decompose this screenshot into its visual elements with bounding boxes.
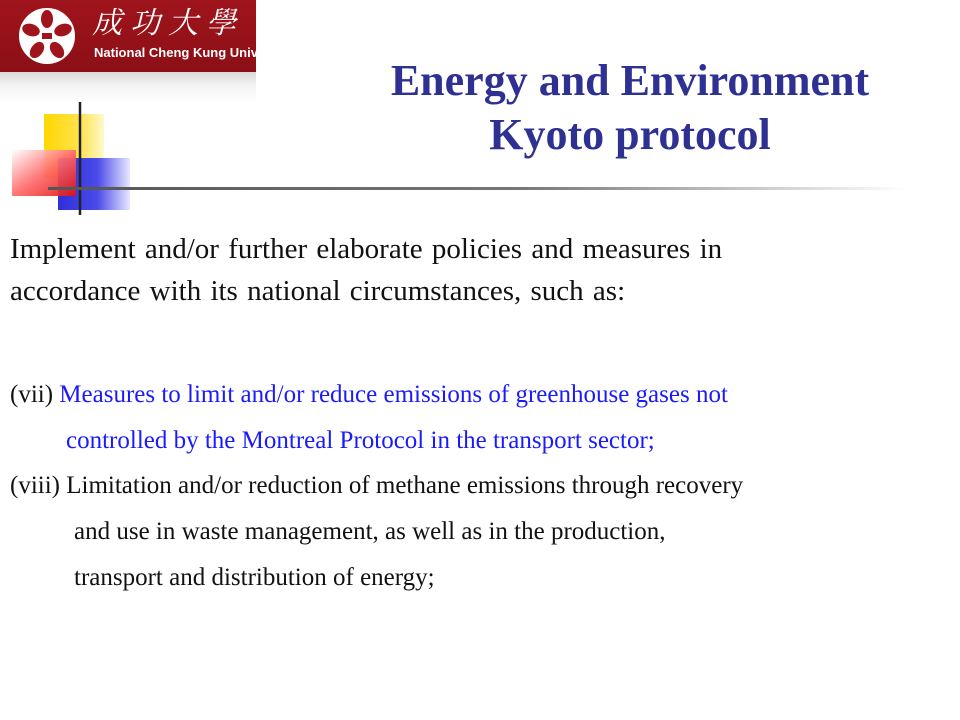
title-line-2: Kyoto protocol <box>489 110 771 159</box>
slide-title <box>300 54 960 162</box>
intro-line-2: accordance with its national circumstances, such as: <box>10 275 626 307</box>
item-viii-line-3: transport and distribution of energy; <box>74 564 435 591</box>
list-item-viii <box>10 463 950 601</box>
university-banner <box>0 0 293 74</box>
item-marker-viii: (viii) <box>10 472 60 499</box>
title-line-1: Energy and Environment <box>390 56 870 105</box>
decorative-squares <box>0 100 140 220</box>
intro-paragraph <box>10 228 950 312</box>
title-underline <box>48 187 908 190</box>
item-viii-line-1: Limitation and/or reduction of methane emissions through recovery <box>66 472 744 499</box>
university-chinese-name: 成功大學 <box>92 6 244 41</box>
ncku-emblem-icon <box>16 6 78 66</box>
banner-shadow <box>0 72 256 102</box>
item-viii-line-2: and use in waste management, as well as in the production, <box>74 518 666 545</box>
intro-line-1: Implement and/or further elaborate policies and measures in <box>10 233 723 265</box>
item-vii-line-2: controlled by the Montreal Protocol in the transport sector; <box>66 427 655 454</box>
item-vii-line-1: Measures to limit and/or reduce emissions of greenhouse gases not <box>59 381 728 408</box>
university-english-name: National Cheng Kung University <box>94 45 293 60</box>
list-item-vii <box>10 372 950 464</box>
item-marker-vii: (vii) <box>10 381 54 408</box>
